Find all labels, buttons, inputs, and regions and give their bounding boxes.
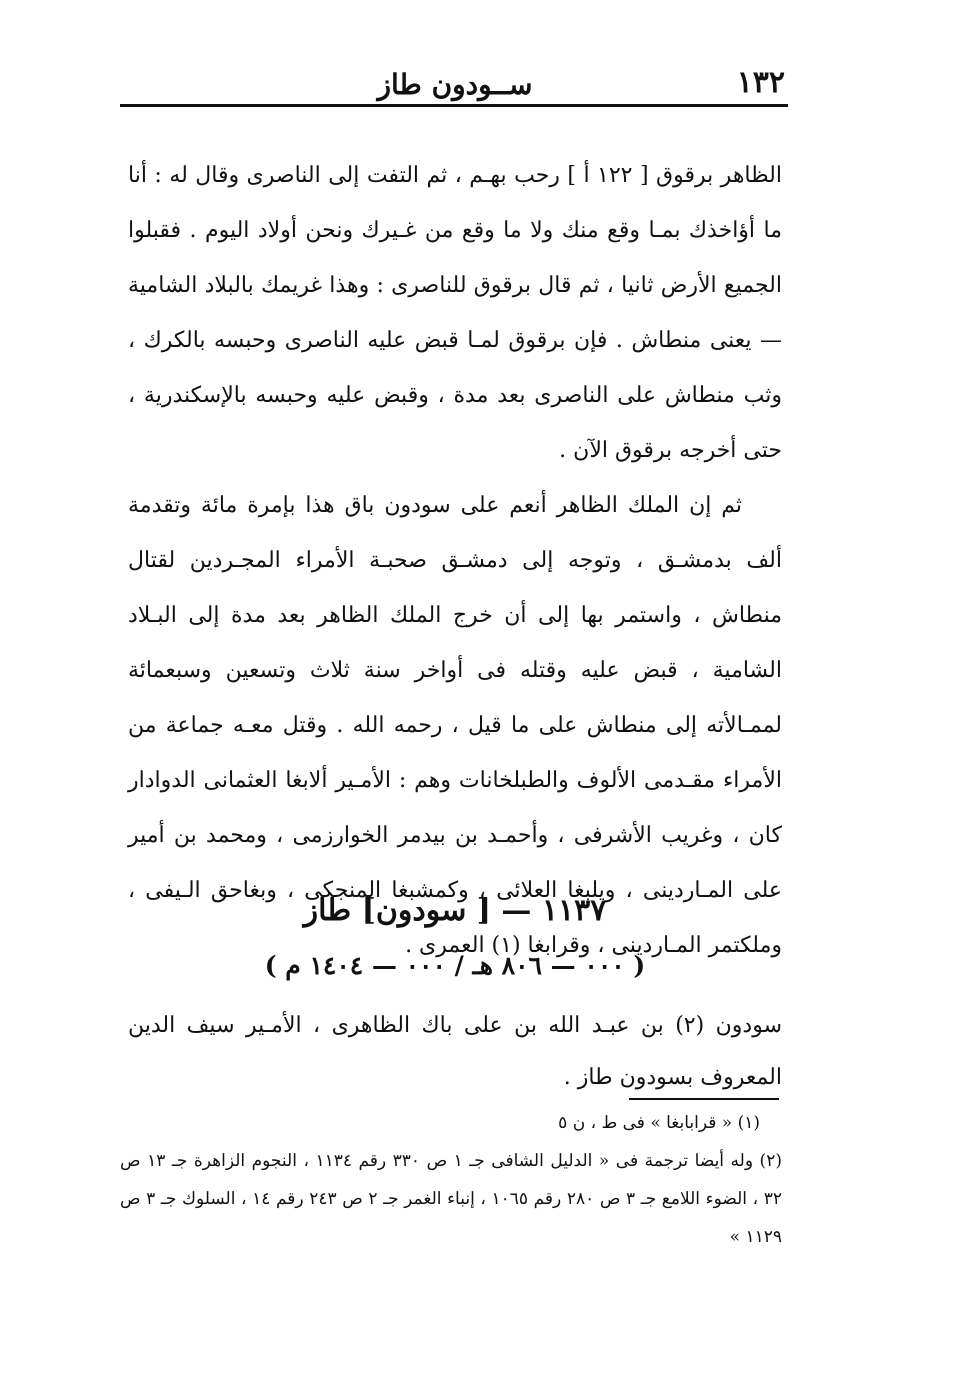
header-divider — [120, 104, 788, 107]
main-text — [128, 148, 782, 973]
footnotes — [120, 1104, 782, 1256]
running-title: ســودون طاز — [377, 68, 533, 101]
entry-title: ١١٣٧ — [ سودون] طاز — [303, 893, 607, 928]
paragraph: الظاهر برقوق [ ١٢٢ أ ] رحب بهـم ، ثم التفت إلى الناصرى وقال له : أنا ما أؤاخذك بمـا وقع منك ولا ما وقع من غـيرك ونحن أولاد اليوم . فقبلوا الجميع الأرض ثانيا ، ثم قال برقوق للناصرى : وهذا غريمك بالبلاد الشامية — يعنى منطاش . فإن برقوق لمـا قبض عليه الناصرى وحبسه بالكرك ، وثب منطاش على الناصرى بعد مدة ، وقبض عليه وحبسه بالإسكندرية ، حتى أخرجه برقوق الآن . — [128, 163, 782, 463]
entry-heading — [128, 888, 782, 986]
footnote: (١) « قرابابغا » فى ط ، ن ٥ — [558, 1113, 760, 1133]
entry-dates: ( ٠٠٠ — ٨٠٦ هـ / ٠٠٠ — ١٤٠٤ م ) — [264, 951, 646, 980]
footnote-divider — [629, 1098, 779, 1100]
footnote: (٢) وله أيضا ترجمة فى « الدليل الشافى جـ ١ ص ٣٣٠ رقم ١١٣٤ ، النجوم الزاهرة جـ ١٣ ص ٣٢ ، الضوء اللامع جـ ٣ ص ٢٨٠ رقم ١٠٦٥ ، إنباء الغمر جـ ٢ ص ٢٤٣ رقم ١٤ ، السلوك جـ ٣ ص ١١٢٩ » — [120, 1151, 782, 1247]
page-header — [125, 58, 785, 102]
page-number: ١٣٢ — [736, 65, 785, 100]
paragraph: ثم إن الملك الظاهر أنعم على سودون باق هذا بإمرة مائة وتقدمة ألف بدمشـق ، وتوجه إلى دمشـق صحبـة الأمراء المجـردين لقتال منطاش ، واستمر بها إلى أن خرج الملك الظاهر بعد مدة إلى البـلاد الشامية ، قبض عليه وقتله فى أواخر سنة ثلاث وتسعين وسبعمائة لممـالأته إلى منطاش على ما قيل ، رحمه الله . وقتل معـه جماعة من الأمراء مقـدمى الألوف والطبلخانات وهم : الأمـير ألابغا العثمانى الدوادار كان ، وغريب الأشرفى ، وأحمـد بن بيدمر الخوارزمى ، ومحمد بن أمير على المـاردينى ، ويلبغا العلائى ، وكمشبغا المنجكى ، وبغاحق الـيفى ، وملكتمر المـاردينى ، وقرابغا (١) العمرى . — [128, 493, 782, 958]
entry-biography: سودون (٢) بن عبـد الله بن على باك الظاهرى ، الأمـير سيف الدين المعروف بسودون طاز . — [128, 1013, 782, 1090]
